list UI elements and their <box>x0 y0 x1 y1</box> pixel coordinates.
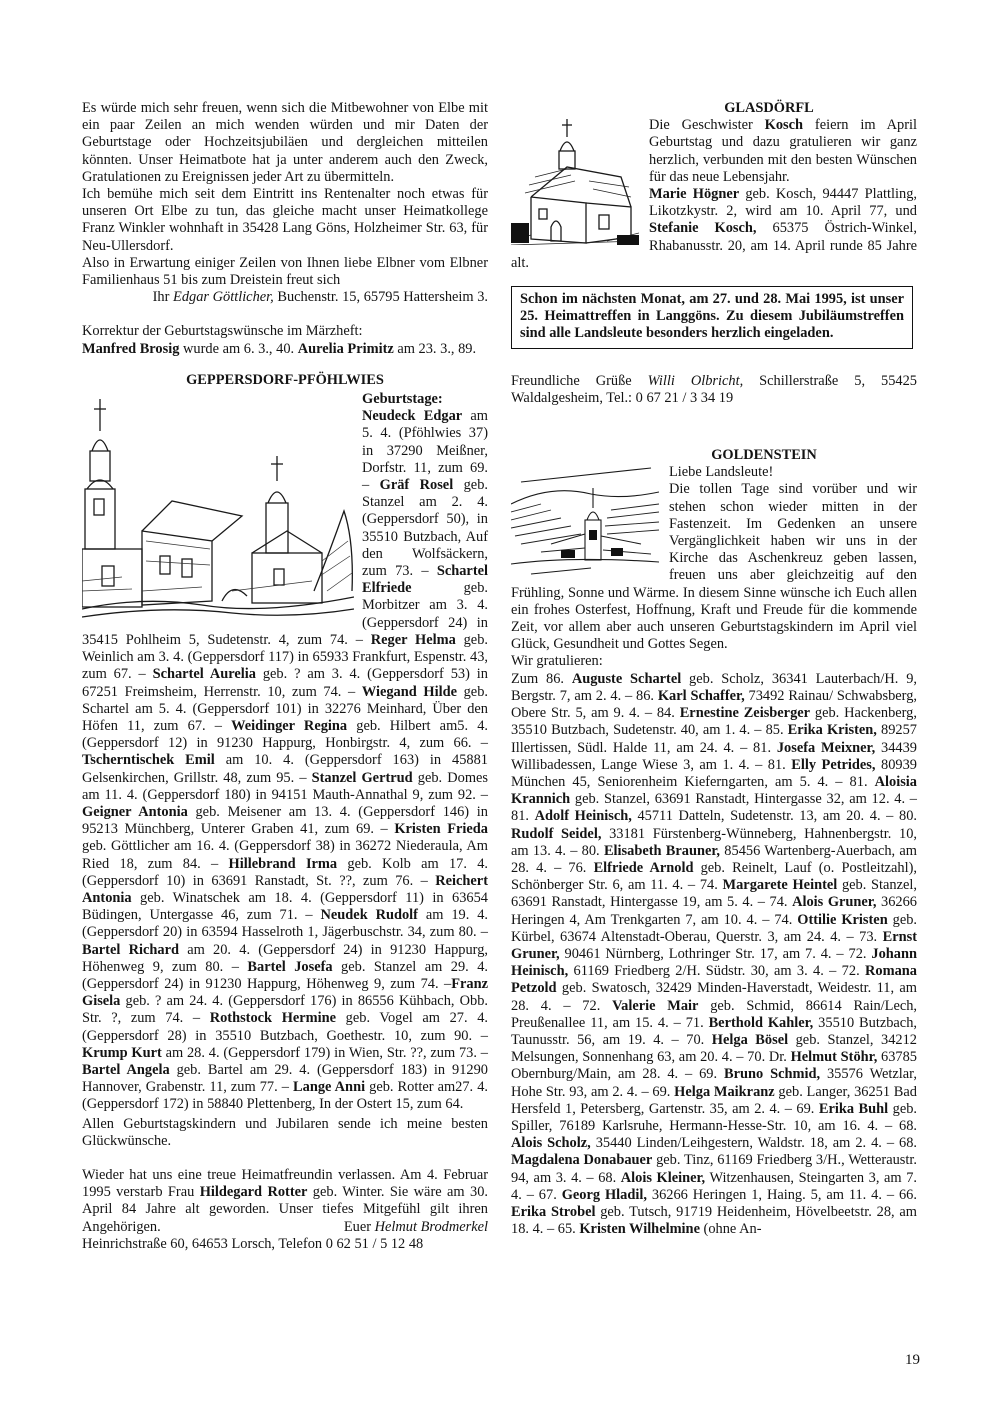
closing-wishes: Allen Geburtstagskindern und Jubilaren sende ich meine besten Glückwünsche. <box>82 1115 488 1149</box>
intro-paragraph: Also in Erwartung einiger Zeilen von Ihnen liebe Elbner vom Elbner Familienhaus 51 bis zum Dreistein freut sich <box>82 254 488 289</box>
page-number: 19 <box>905 1352 920 1368</box>
church-landscape-illustration <box>511 464 659 576</box>
announcement-box: Schon im nächsten Monat, am 27. und 28. Mai 1995, ist unser 25. Heimattreffen in Langgöns. Zu diesem Jubiläumstreffen sind alle Landsleute besonders herzlich eingeladen. <box>511 286 913 349</box>
church-illustration <box>82 391 354 619</box>
goldenstein-birthdays: Zum 86. Auguste Schartel geb. Scholz, 36341 Lauterbach/H. 9, Bergstr. 7, am 2. 4. – 86. Karl Schaffer, 73492 Rainau/ Schwabsberg, Obere Str. 5, am 9. 4. – 84. Ernestine Zeisberger geb. Hackenberg, 35510 Butzbach, Sudetenstr. 40, am 1. 4. – 85. Erika Kristen, 89257 Illertissen, Südl. Halde 11, am 24. 4. – 81. Josefa Meixner, 34439 Willibadessen, Lange Wiese 3, am 1. 4. – 81. Elly Petrides, 80939 München 45, Seniorenheim Kieferngarten, am 5. 4. – 81. Aloisia Krannich geb. Stanzel, 63691 Ranstadt, Hintergasse 32, am 12. 4. – 81. Adolf Heinisch, 45711 Datteln, Sudetenstr. 13, am 20. 4. – 80. Rudolf Seidel, 33181 Fürstenberg-Wünneberg, Hahnenbergstr. 10, am 13. 4. – 80. Elisabeth Brauner, 85456 Wartenberg-Auerbach, am 28. 4. – 76. Elfriede Arnold geb. Reinelt, Lauf (o. Postleitzahl), Schönberger Str. 6, am 11. 4. – 74. Margarete Heintel geb. Stanzel, 63691 Ranstadt, Hintergasse 19, am 5. 4. – 74. Alois Gruner, 36266 Heringen 4, Am Trenkgarten 7, am 10. 4. – 74. Ottilie Kristen geb. Kürbel, 63674 Altenstadt-Oberau, Querstr. 3, am 24. 4. – 73. Ernst Gruner, 90461 Nürnberg, Lothringer Str. 17, am 7. 4. – 72. Johann Heinisch, 61169 Friedberg 2/H. Südstr. 30, am 3. 4. – 72. Romana Petzold geb. Swatosch, 32429 Minden-Haverstadt, Weidestr. 11, am 28. 4. – 72. Valerie Mair geb. Schmid, 86614 Rain/Lech, Preußenallee 11, am 15. 4. – 71. Berthold Kahler, 35510 Butzbach, Taunusstr. 56, am 19. 4. – 70. Helga Bösel geb. Stanzel, 34212 Melsungen, Sonnenhang 63, am 20. 4. – 70. Dr. Helmut Stöhr, 63785 Obernburg/Main, am 28. 4. – 69. Bruno Schmid, 35576 Wetzlar, Hohe Str. 93, am 2. 4. – 69. Helga Maikranz geb. Langer, 36251 Bad Hersfeld 1, Petersberg, Gartenstr. 35, am 2. 4. – 69. Erika Buhl geb. Spiller, 76189 Karlsruhe, Hermann-Hesse-Str. 10, am 16. 4. – 68. Alois Scholz, 35440 Linden/Leihgestern, Waldstr. 18, am 2. 4. – 68. Magdalena Donabauer geb. Tinz, 61169 Friedberg 3/H., Wetteraustr. 94, am 3. 4. – 68. Alois Kleiner, Witzenhausen, Steingarten 3, am 7. 4. – 67. Georg Hladil, 36266 Heringen 1, Haing. 5, am 11. 4. – 66. Erika Strobel geb. Tutsch, 91719 Heidenheim, Hövelbeetstr. 28, am 18. 4. – 65. Kristen Wilhelmine (ohne An- <box>511 670 918 1238</box>
left-column <box>82 100 488 1253</box>
goldenstein-heading: GOLDENSTEIN <box>711 447 817 464</box>
goldenstein-text: Die tollen Tage sind vorüber und wir stehen schon wieder mitten in der Fastenzeit. Im Gedenken an unsere Vergänglichkeit haben wir uns in der Kirche das Aschenkreuz geben lassen, freuen uns aber gleichzeitig auf den Frühling, Sonne und Wärme. In diesem Sinne wünsche ich Euch allen ein frohes Osterfest, Hoffnung, Kraft und Freude für die kommende Zeit, vor allem aber auch unseren Geburtstagskindern im April viel Glück, Gesundheit und Gottes Segen. <box>511 481 917 653</box>
chapel-illustration <box>511 117 639 245</box>
intro-paragraph: Ich bemühe mich seit dem Eintritt ins Rentenalter noch etwas für unseren Ort Elbe zu tun, das gleiche macht unser Heimatkollege Franz Winkler wohnhaft in 35428 Lang Göns, Holzheimer Str. 63, für Neu-Ullersdorf. <box>82 186 488 254</box>
geppersdorf-heading: GEPPERSDORF-PFÖHLWIES <box>186 371 384 388</box>
goldenstein-salutation: Liebe Landsleute! <box>669 464 774 481</box>
glasdorfl-heading: GLASDÖRFL <box>724 100 814 116</box>
right-column <box>511 100 917 1238</box>
obituary-address: Heinrichstraße 60, 64653 Lorsch, Telefon 0 62 51 / 5 12 48 <box>82 1236 424 1252</box>
intro-paragraph: Es würde mich sehr freuen, wenn sich die Mitbewohner von Elbe mit ein paar Zeilen an mich wenden würden und mir Daten der Geburtstage oder Hochzeitsjubiläen und dergleichen mitteilen könnten. Unser Heimatbote hat ja unter anderem auch den Zweck, Gratulationen zu Ereignissen jeder Art zu übermitteln. <box>82 100 488 185</box>
correction-entry: Manfred Brosig wurde am 6. 3., 40. Aurelia Primitz am 23. 3., 89. <box>82 340 477 357</box>
greeting-willi: Freundliche Grüße Willi Olbricht, Schillerstraße 5, 55425 Waldalgesheim, Tel.: 0 67 21 / 3 34 19 <box>511 372 917 406</box>
obituary: Wieder hat uns eine treue Heimatfreundin verlassen. Am 4. Februar 1995 verstarb Frau Hildegard Rotter geb. Winter. Sie wäre am 30. April 84 Jahre alt geworden. Unser tiefes Mitgefühl gilt ihren Angehörigen. <box>82 1166 488 1235</box>
signature-edgar: Ihr Edgar Göttlicher, Buchenstr. 15, 65795 Hattersheim 3. <box>152 289 488 306</box>
we-congratulate-label: Wir gratulieren: <box>511 653 603 670</box>
correction-title: Korrektur der Geburtstagswünsche im Märzheft: <box>82 323 363 340</box>
birthdays-label: Geburtstage: <box>362 391 443 408</box>
glasdorfl-text: Die Geschwister Kosch feiern im April Geburtstag und dazu gratulieren wir ganz herzlich, verbunden mit den besten Wünschen für das neue Lebensjahr. Marie Högner geb. Kosch, 94447 Plattling, Likotzkystr. 2, wird am 10. April 77, und Stefanie Kosch, 65375 Östrich-Winkel, Rhabanusstr. 20, am 14. April runde 85 Jahre alt. <box>511 117 918 271</box>
signature-helmut: Euer Helmut Brodmerkel <box>343 1218 488 1235</box>
geppersdorf-birthdays: Geburtstage: Neudeck Edgar am 5. 4. (Pföhlwies 37) in 37290 Meißner, Dorfstr. 11, zum 69. – Gräf Rosel geb. Stanzel am 2. 4. (Geppersdorf 50), in 35510 Butzbach, Auf den Wolfsäckern, zum 73. – Schartel Elfriede geb. Morbitzer am 3. 4. (Geppersdorf 24) in 35415 Pohlheim 5, Sudetenstr. 4, zum 74. – Reger Helma geb. Weinlich am 3. 4. (Geppersdorf 117) in 65933 Frankfurt, Espenstr. 43, zum 67. – Schartel Aurelia geb. ? am 3. 4. (Geppersdorf 53) in 67251 Freimsheim, Herrenstr. 10, zum 74. – Wiegand Hilde geb. Schartel am 5. 4. (Geppersdorf 101) in 32276 Meinhard, Über den Höfen 11, zum 67. – Weidinger Regina geb. Hilbert am5. 4. (Geppersdorf 12) in 91230 Happurg, Honbirgstr. 4, zum 66. – Tscherntischek Emil am 10. 4. (Geppersdorf 163) in 45881 Gelsenkirchen, Grillstr. 48, zum 95. – Stanzel Gertrud geb. Domes am 11. 4. (Geppersdorf 180) in 94151 Mauth-Annathal 9, zum 92. – Geigner Antonia geb. Meisener am 13. 4. (Geppersdorf 146) in 95213 Münchberg, Unterer Graben 41, zum 69. – Kristen Frieda geb. Göttlicher am 16. 4. (Geppersdorf 38) in 36272 Niederaula, Am Ried 18, zum 84. – Hillebrand Irma geb. Kolb am 17. 4. (Geppersdorf 10) in 63691 Ranstadt, St. ??, zum 76. – Reichert Antonia geb. Winatschek am 18. 4. (Geppersdorf 11) in 63654 Büdingen, Untergasse 46, zum 71. – Neudek Rudolf am 19. 4. (Geppersdorf 20) in 63594 Hasselroth 1, Jägerbuschstr. 34, zum 80. – Bartel Richard am 20. 4. (Geppersdorf 24) in 91230 Happurg, Höhenweg 9, zum 80. – Bartel Josefa geb. Stanzel am 29. 4. (Geppersdorf 24) in 91230 Happurg, Höhenweg 9, zum 74. –Franz Gisela geb. ? am 24. 4. (Geppersdorf 176) in 86556 Kühbach, Obb. Str. ?, zum 74. – Rothstock Hermine geb. Vogel am 27. 4. (Geppersdorf 28) in 35510 Butzbach, Goethestr. 10, zum 90. – Krump Kurt am 28. 4. (Geppersdorf 179) in Wien, Str. ??, zum 73. – Bartel Angela geb. Bartel am 29. 4. (Geppersdorf 183) in 91290 Hannover, Grabenstr. 11, zum 77. – Lange Anni geb. Rotter am27. 4. (Geppersdorf 172) in 58840 Plettenberg, In der Ostert 15, zum 64. <box>82 391 489 1113</box>
